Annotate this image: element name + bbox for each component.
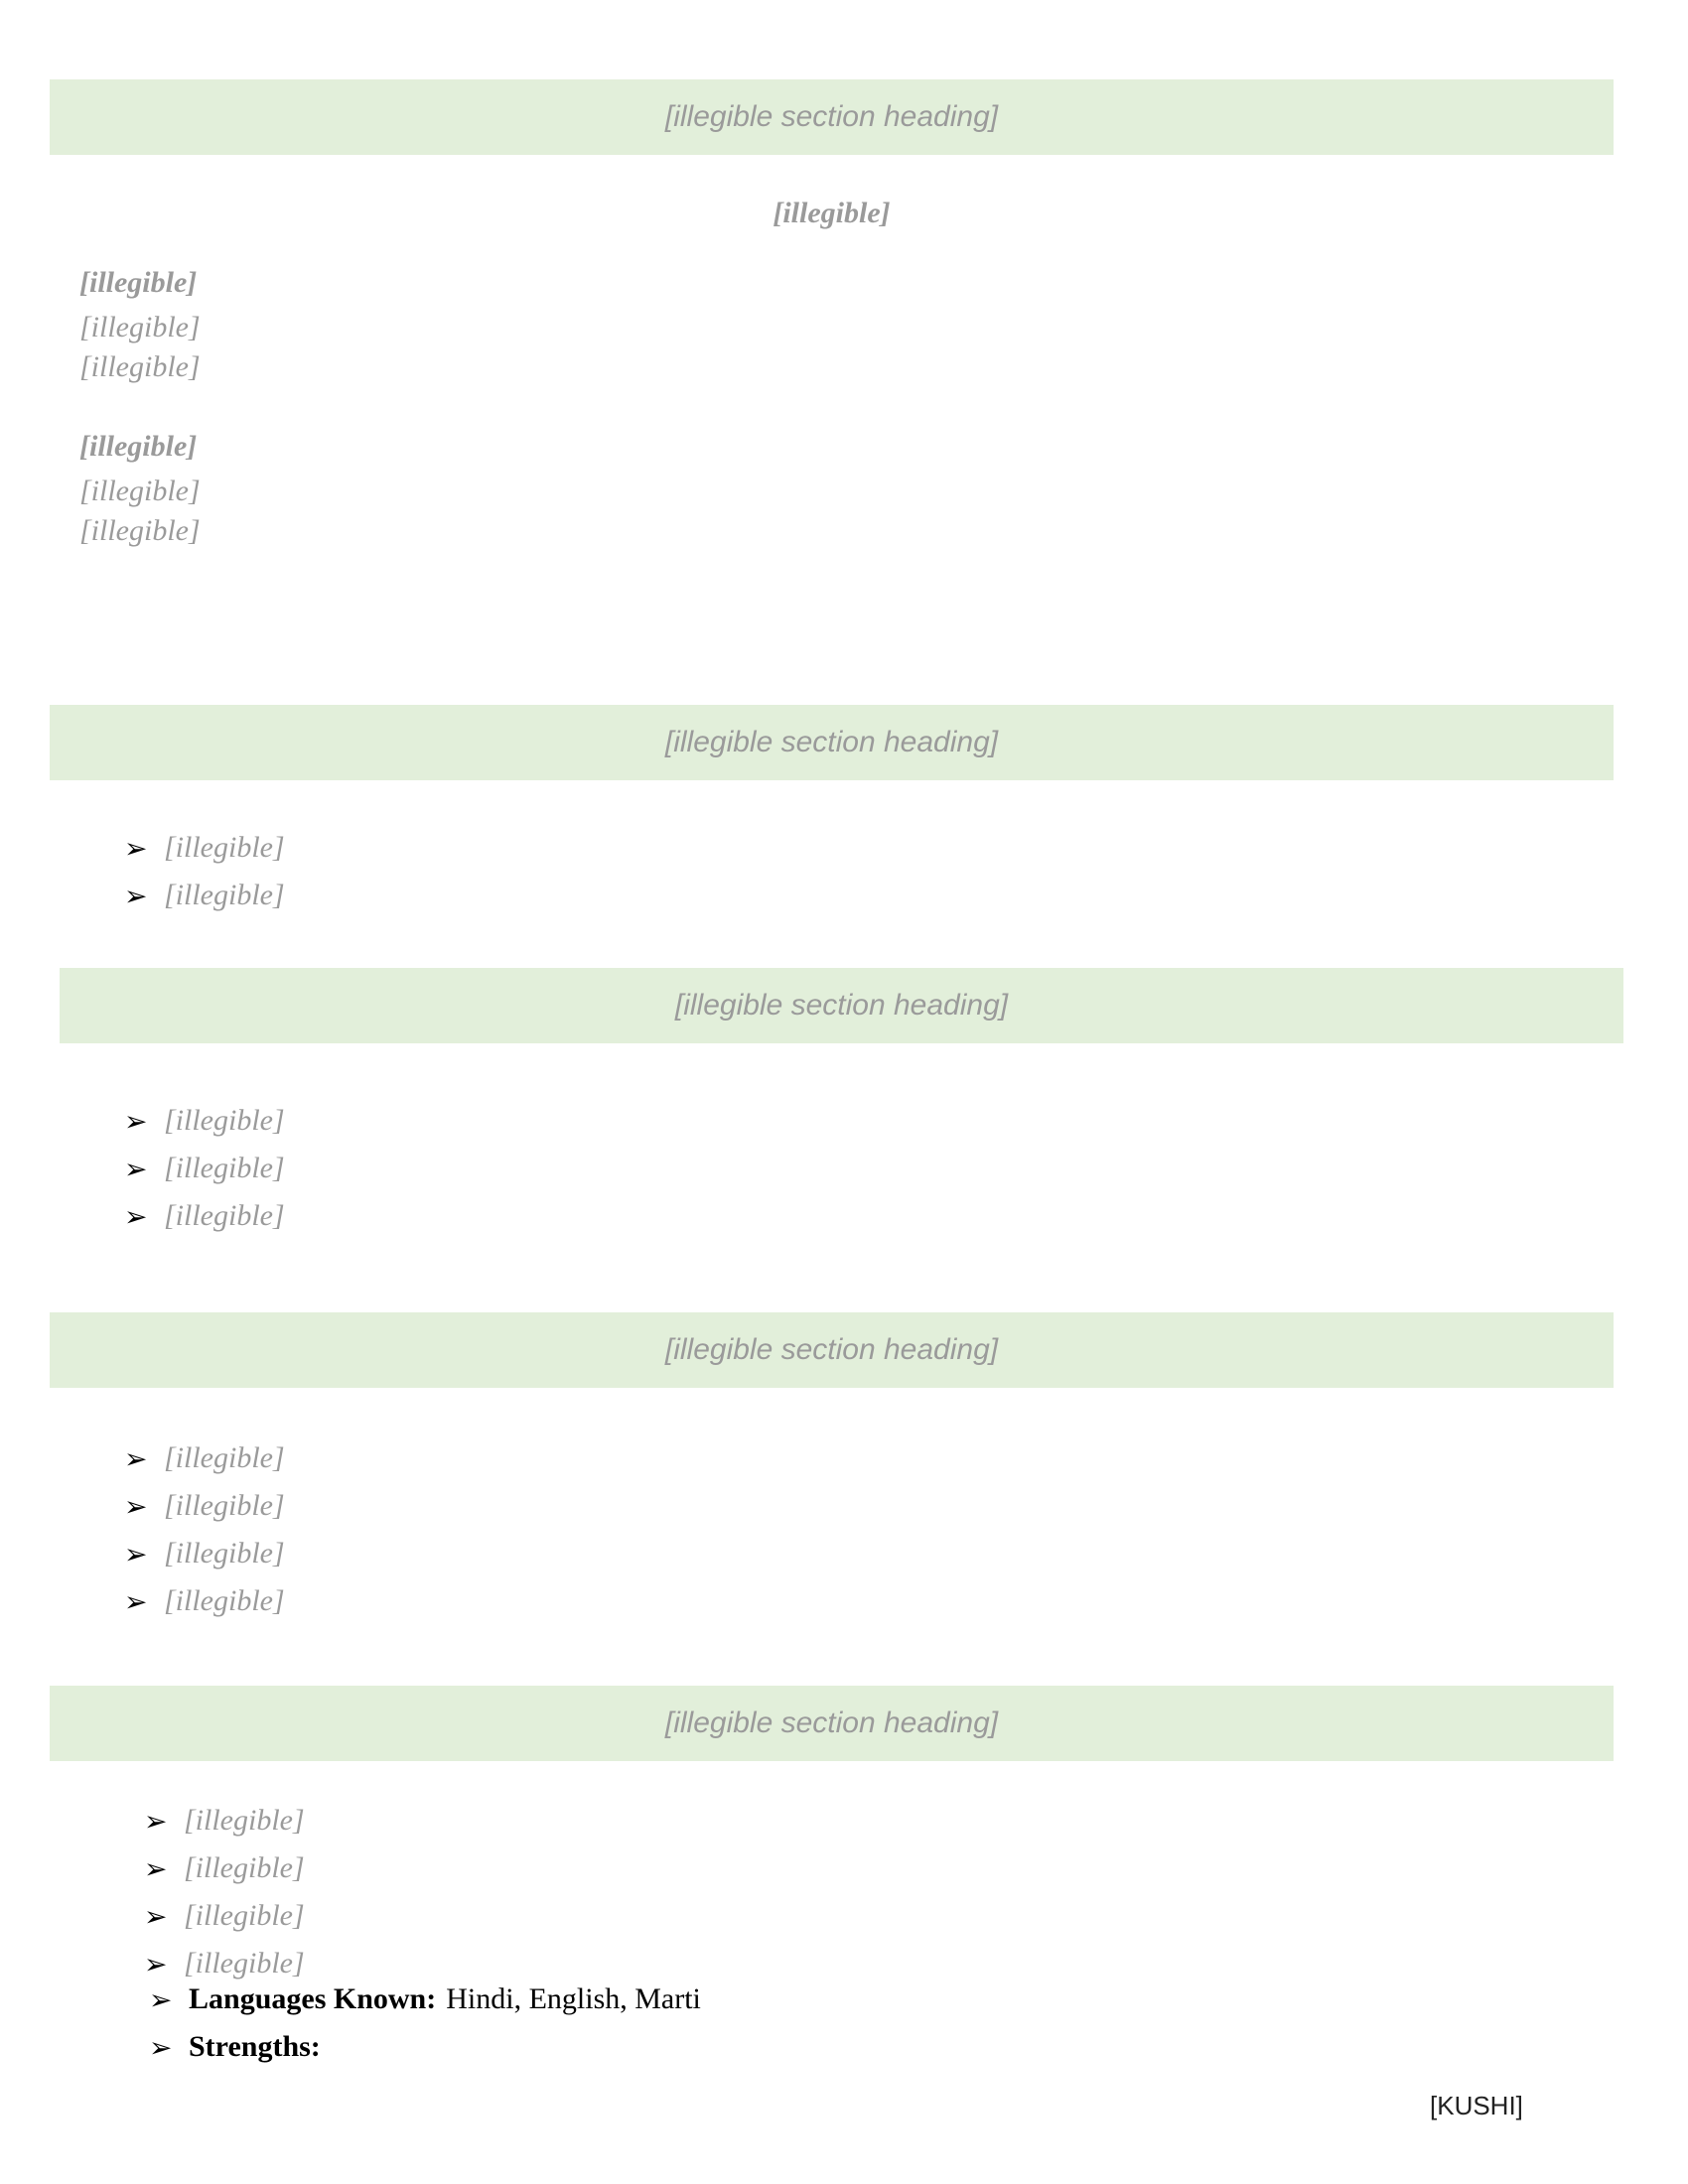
- section-header-5: [illegible section heading]: [50, 1686, 1614, 1761]
- arrowhead-bullet-icon: ➢: [144, 1899, 168, 1933]
- list-item: ➢ [illegible]: [124, 1152, 285, 1185]
- languages-known-item: [149, 1976, 1618, 2023]
- entry-2-desc-line-1: [illegible]: [79, 475, 201, 507]
- arrowhead-bullet-icon: ➢: [149, 2030, 173, 2064]
- section-2-bullets: [124, 824, 1594, 919]
- entry-2-desc-line-2: [illegible]: [79, 514, 201, 547]
- section-header-4: [illegible section heading]: [50, 1312, 1614, 1388]
- section-5-bullets: [144, 1797, 1614, 1987]
- arrowhead-bullet-icon: ➢: [144, 1804, 168, 1838]
- list-item: ➢ [illegible]: [124, 1104, 285, 1138]
- arrowhead-bullet-icon: ➢: [124, 1152, 148, 1185]
- list-item: ➢ [illegible]: [124, 831, 285, 865]
- arrowhead-bullet-icon: ➢: [124, 1584, 148, 1618]
- arrowhead-bullet-icon: ➢: [144, 1947, 168, 1980]
- list-item: ➢ [illegible]: [124, 1537, 285, 1570]
- arrowhead-bullet-icon: ➢: [124, 1537, 148, 1570]
- strengths-item: [149, 2023, 1618, 2071]
- languages-label: Languages Known:: [189, 1982, 437, 2015]
- list-item: ➢ [illegible]: [124, 1584, 285, 1618]
- list-item: ➢ [illegible]: [124, 879, 285, 912]
- languages-value: Hindi, English, Marti: [446, 1982, 701, 2015]
- arrowhead-bullet-icon: ➢: [124, 1199, 148, 1233]
- list-item: ➢ [illegible]: [144, 1947, 305, 1980]
- list-item: ➢ [illegible]: [144, 1804, 305, 1838]
- list-item: ➢ [illegible]: [124, 1489, 285, 1523]
- section-4-bullets: [124, 1434, 1594, 1625]
- list-item: ➢ [illegible]: [124, 1199, 285, 1233]
- footer-name: [KUSHI]: [1430, 2091, 1523, 2120]
- list-item: ➢ [illegible]: [144, 1899, 305, 1933]
- personal-details-bullets: [149, 1976, 1618, 2071]
- arrowhead-bullet-icon: ➢: [149, 1982, 173, 2016]
- entry-1-desc-line-2: [illegible]: [79, 350, 201, 383]
- section-1-subheading: [illegible]: [773, 197, 891, 229]
- arrowhead-bullet-icon: ➢: [124, 1441, 148, 1475]
- entry-1-title: [illegible]: [79, 266, 198, 299]
- section-3-bullets: [124, 1097, 1594, 1240]
- arrowhead-bullet-icon: ➢: [124, 831, 148, 865]
- entry-2-title: [illegible]: [79, 430, 198, 463]
- strengths-label: Strengths:: [189, 2030, 321, 2063]
- entry-1-desc-line-1: [illegible]: [79, 311, 201, 343]
- arrowhead-bullet-icon: ➢: [124, 1104, 148, 1138]
- list-item: ➢ [illegible]: [144, 1851, 305, 1885]
- arrowhead-bullet-icon: ➢: [124, 879, 148, 912]
- list-item: ➢ [illegible]: [124, 1441, 285, 1475]
- section-header-1: [illegible section heading]: [50, 79, 1614, 155]
- section-header-3: [illegible section heading]: [60, 968, 1623, 1043]
- arrowhead-bullet-icon: ➢: [124, 1489, 148, 1523]
- section-header-2: [illegible section heading]: [50, 705, 1614, 780]
- arrowhead-bullet-icon: ➢: [144, 1851, 168, 1885]
